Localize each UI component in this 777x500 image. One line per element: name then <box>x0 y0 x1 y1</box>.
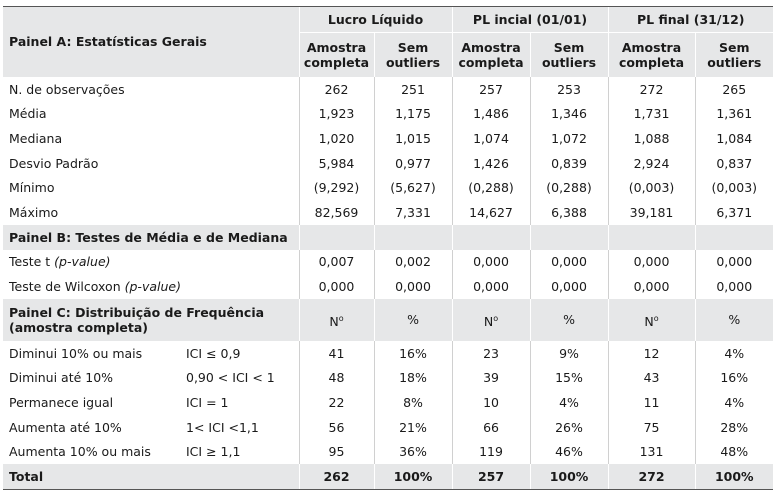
panel-b-header-row <box>3 225 773 250</box>
cell-value: 1,020 <box>299 126 374 151</box>
cell-value: 36% <box>374 440 452 465</box>
total-value: 272 <box>608 464 695 489</box>
cell-value: 23 <box>452 341 530 366</box>
cell-value: 0,000 <box>374 274 452 299</box>
cell-value: (0,288) <box>530 175 608 200</box>
cell-value: 6,371 <box>695 200 773 225</box>
cell-value: 82,569 <box>299 200 374 225</box>
empty-cell <box>695 225 773 250</box>
cell-value: 0,837 <box>695 151 773 176</box>
cell-value: 46% <box>530 440 608 465</box>
table-row <box>3 341 773 366</box>
row-condition: 1< ICI <1,1 <box>186 419 259 435</box>
group-header-lucro-liquido: Lucro Líquido <box>299 7 452 33</box>
cell-value: 1,486 <box>452 101 530 126</box>
cell-value: 22 <box>299 390 374 415</box>
header-row-groups <box>3 7 773 33</box>
table-row <box>3 175 773 200</box>
panel-c-title: Painel C: Distribuição de Frequência (amostra completa) <box>3 299 299 341</box>
cell-value: 1,175 <box>374 101 452 126</box>
row-condition: 0,90 < ICI < 1 <box>186 370 275 386</box>
row-label: N. de observações <box>9 81 125 97</box>
row-label: Diminui até 10% <box>9 370 114 386</box>
cell-value: 4% <box>695 341 773 366</box>
cell-value: 0,000 <box>695 274 773 299</box>
row-condition: ICI = 1 <box>186 395 229 411</box>
cell-value: 0,000 <box>695 250 773 275</box>
total-value: 100% <box>374 464 452 489</box>
cell-value: 56 <box>299 415 374 440</box>
table-row <box>3 250 773 275</box>
row-label: Teste de Wilcoxon (p-value) <box>9 279 181 295</box>
table-row <box>3 151 773 176</box>
cell-value: 1,015 <box>374 126 452 151</box>
cell-value: (5,627) <box>374 175 452 200</box>
table-row <box>3 101 773 126</box>
cell-value: 0,000 <box>530 250 608 275</box>
cell-value: 131 <box>608 440 695 465</box>
cell-value: 21% <box>374 415 452 440</box>
total-value: 100% <box>695 464 773 489</box>
col-header-percent: % <box>530 299 608 341</box>
cell-value: 18% <box>374 366 452 391</box>
cell-value: 11 <box>608 390 695 415</box>
cell-value: 0,000 <box>452 274 530 299</box>
cell-value: 41 <box>299 341 374 366</box>
cell-value: 16% <box>695 366 773 391</box>
total-row <box>3 464 773 489</box>
cell-value: 0,000 <box>530 274 608 299</box>
panel-c-header-row <box>3 299 773 341</box>
cell-value: 39,181 <box>608 200 695 225</box>
cell-value: 14,627 <box>452 200 530 225</box>
table-row <box>3 366 773 391</box>
cell-value: 48 <box>299 366 374 391</box>
row-label: Mediana <box>9 130 63 146</box>
total-label: Total <box>3 464 299 489</box>
col-header-n: $N^o$ <box>608 299 695 341</box>
cell-value: 0,977 <box>374 151 452 176</box>
cell-value: 1,072 <box>530 126 608 151</box>
cell-value: 0,000 <box>452 250 530 275</box>
cell-value: 28% <box>695 415 773 440</box>
subheader-no-outliers: Sem outliers <box>374 32 452 77</box>
cell-value: 5,984 <box>299 151 374 176</box>
panel-a-title: Painel A: Estatísticas Gerais <box>3 7 299 77</box>
cell-value: 0,000 <box>608 250 695 275</box>
empty-cell <box>374 225 452 250</box>
cell-value: 10 <box>452 390 530 415</box>
cell-value: 0,000 <box>299 274 374 299</box>
cell-value: 1,923 <box>299 101 374 126</box>
cell-value: 1,346 <box>530 101 608 126</box>
cell-value: 1,084 <box>695 126 773 151</box>
cell-value: 12 <box>608 341 695 366</box>
cell-value: 7,331 <box>374 200 452 225</box>
col-header-n: $N^o$ <box>452 299 530 341</box>
cell-value: 251 <box>374 77 452 102</box>
col-header-percent: % <box>695 299 773 341</box>
row-condition: ICI ≤ 0,9 <box>186 345 241 361</box>
row-condition: ICI ≥ 1,1 <box>186 444 241 460</box>
cell-value: 0,839 <box>530 151 608 176</box>
row-label: Máximo <box>9 204 59 220</box>
cell-value: 26% <box>530 415 608 440</box>
empty-cell <box>299 225 374 250</box>
row-label: Aumenta até 10% <box>9 419 122 435</box>
group-header-pl-final: PL final (31/12) <box>608 7 773 33</box>
row-label: Diminui 10% ou mais <box>9 345 143 361</box>
col-header-n: $N^o$ <box>299 299 374 341</box>
cell-value: 1,074 <box>452 126 530 151</box>
group-header-pl-inicial: PL incial (01/01) <box>452 7 608 33</box>
cell-value: 1,426 <box>452 151 530 176</box>
cell-value: 1,088 <box>608 126 695 151</box>
row-label: Aumenta 10% ou mais <box>9 444 151 460</box>
cell-value: 15% <box>530 366 608 391</box>
cell-value: 4% <box>530 390 608 415</box>
cell-value: (0,003) <box>608 175 695 200</box>
cell-value: 262 <box>299 77 374 102</box>
table-row <box>3 415 773 440</box>
cell-value: 1,731 <box>608 101 695 126</box>
cell-value: 253 <box>530 77 608 102</box>
subheader-full-sample: Amostra completa <box>608 32 695 77</box>
table-row <box>3 126 773 151</box>
cell-value: 66 <box>452 415 530 440</box>
row-label: Teste t (p-value) <box>9 254 111 270</box>
panel-b-title: Painel B: Testes de Média e de Mediana <box>3 225 299 250</box>
cell-value: 43 <box>608 366 695 391</box>
empty-cell <box>608 225 695 250</box>
cell-value: 0,007 <box>299 250 374 275</box>
cell-value: 265 <box>695 77 773 102</box>
table-row <box>3 200 773 225</box>
cell-value: 16% <box>374 341 452 366</box>
cell-value: (0,003) <box>695 175 773 200</box>
cell-value: 0,002 <box>374 250 452 275</box>
cell-value: 48% <box>695 440 773 465</box>
subheader-no-outliers: Sem outliers <box>530 32 608 77</box>
table-row <box>3 274 773 299</box>
cell-value: 4% <box>695 390 773 415</box>
cell-value: 75 <box>608 415 695 440</box>
cell-value: 257 <box>452 77 530 102</box>
cell-value: 9% <box>530 341 608 366</box>
empty-cell <box>530 225 608 250</box>
cell-value: 272 <box>608 77 695 102</box>
cell-value: 6,388 <box>530 200 608 225</box>
cell-value: 8% <box>374 390 452 415</box>
table-row <box>3 77 773 102</box>
row-label: Média <box>9 106 47 122</box>
row-label: Mínimo <box>9 180 55 196</box>
empty-cell <box>452 225 530 250</box>
cell-value: 0,000 <box>608 274 695 299</box>
cell-value: 1,361 <box>695 101 773 126</box>
row-label: Permanece igual <box>9 395 114 411</box>
cell-value: (9,292) <box>299 175 374 200</box>
cell-value: 119 <box>452 440 530 465</box>
cell-value: 95 <box>299 440 374 465</box>
subheader-full-sample: Amostra completa <box>299 32 374 77</box>
table-row <box>3 440 773 465</box>
subheader-no-outliers: Sem outliers <box>695 32 773 77</box>
statistics-table <box>3 6 773 490</box>
total-value: 257 <box>452 464 530 489</box>
cell-value: (0,288) <box>452 175 530 200</box>
col-header-percent: % <box>374 299 452 341</box>
table-row <box>3 390 773 415</box>
cell-value: 2,924 <box>608 151 695 176</box>
total-value: 262 <box>299 464 374 489</box>
total-value: 100% <box>530 464 608 489</box>
subheader-full-sample: Amostra completa <box>452 32 530 77</box>
row-label: Desvio Padrão <box>9 155 99 171</box>
cell-value: 39 <box>452 366 530 391</box>
